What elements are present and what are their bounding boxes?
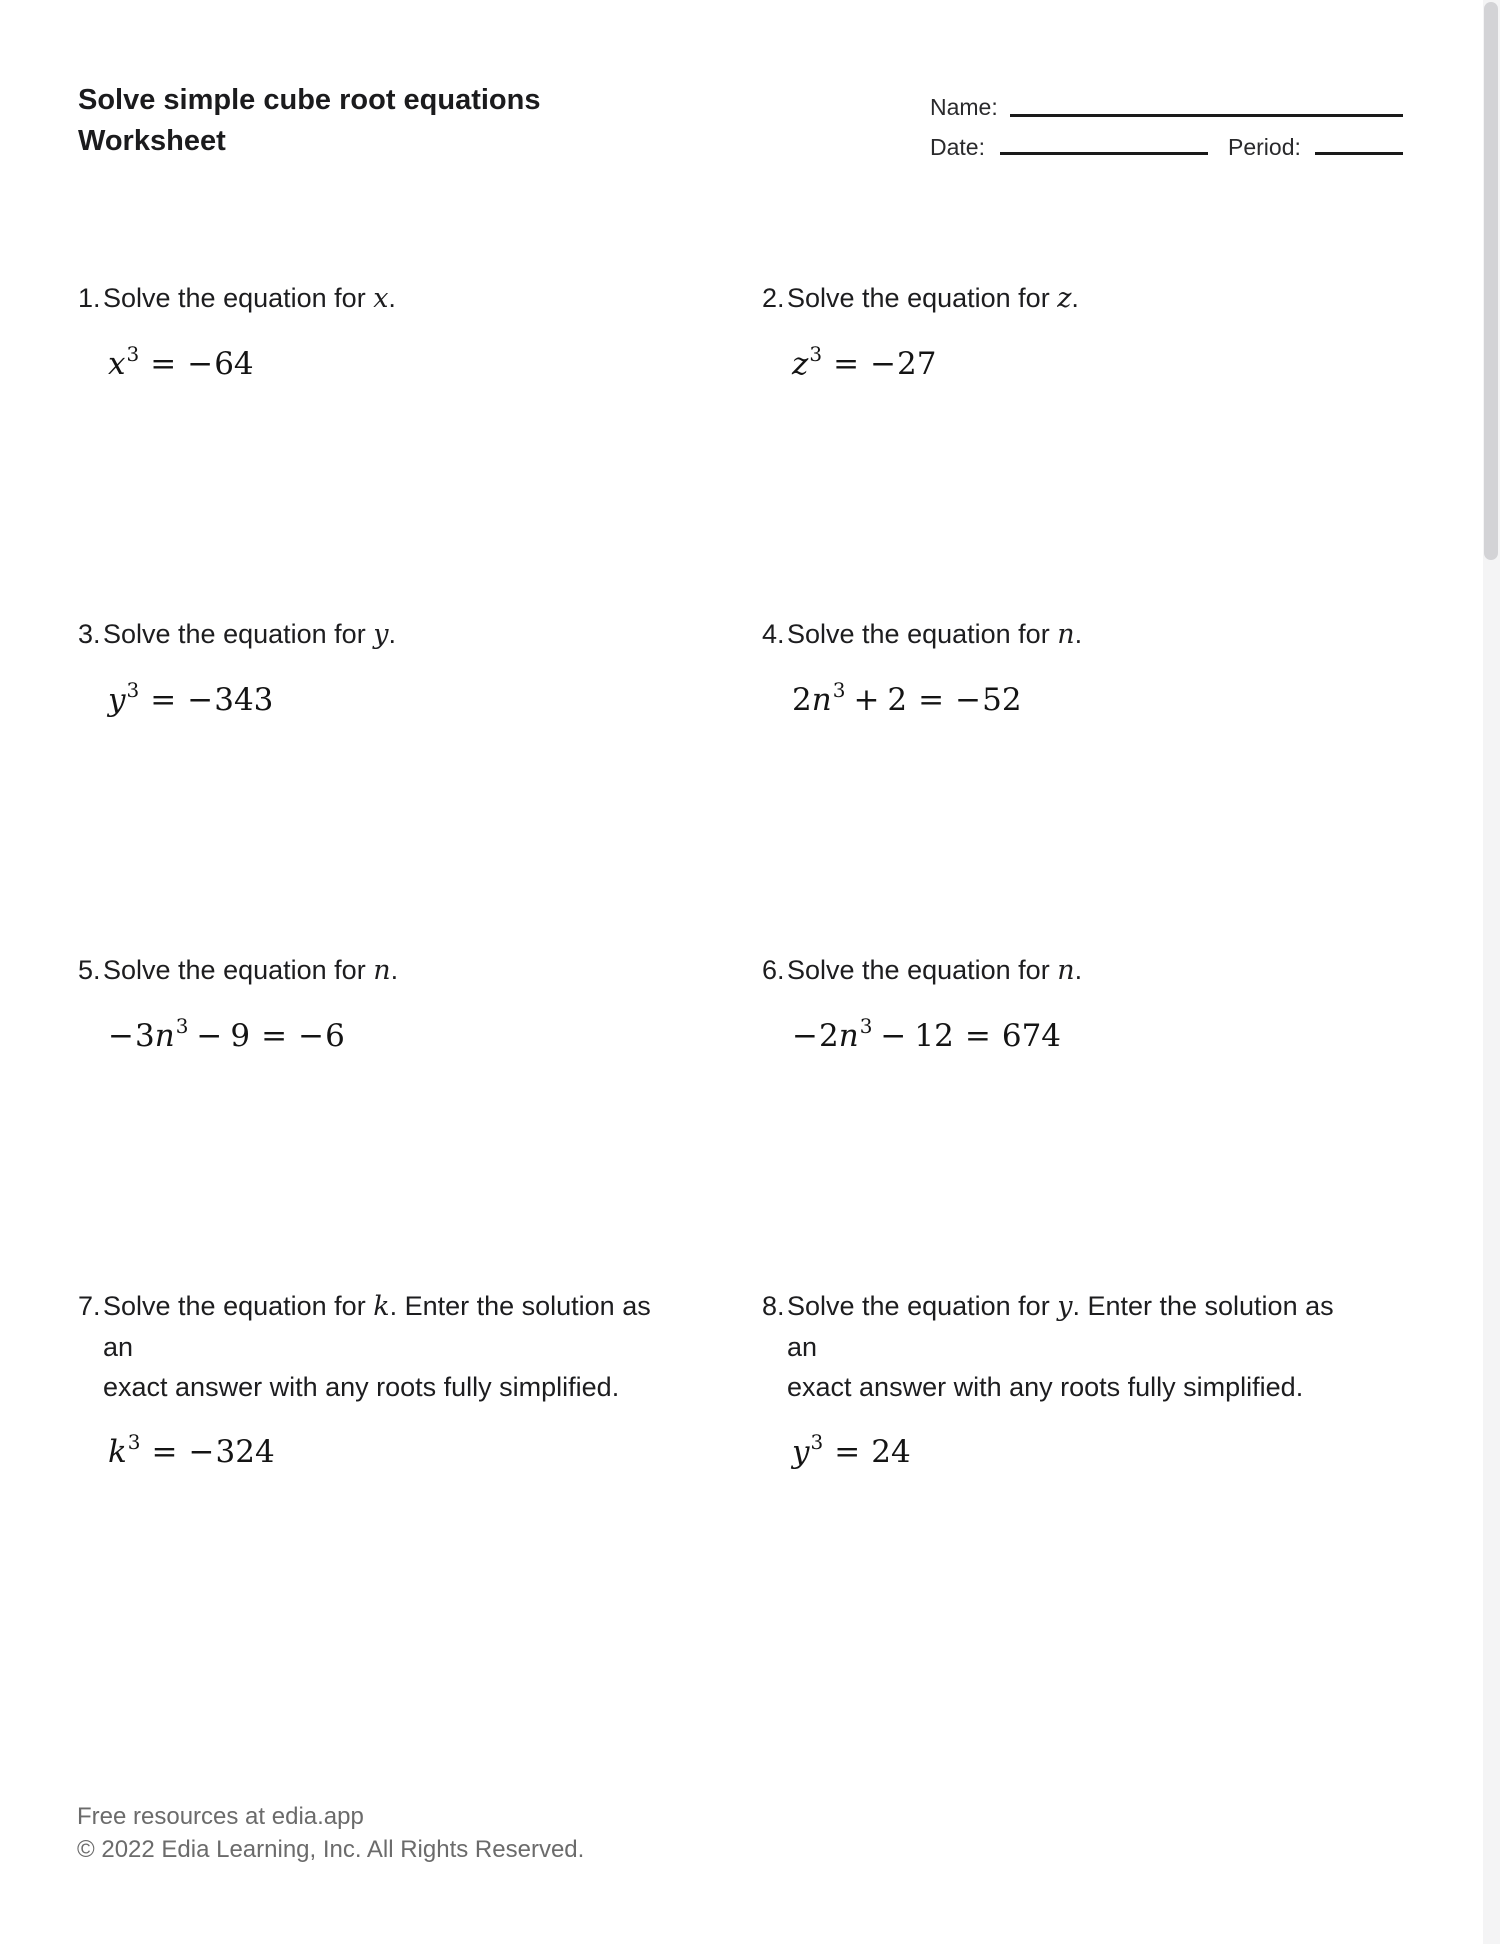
problem-number: 8. (762, 1291, 785, 1321)
equation-rel: = (261, 1018, 288, 1054)
period-label: Period: (1228, 134, 1301, 160)
scrollbar-thumb[interactable] (1484, 2, 1498, 560)
problem (78, 278, 762, 614)
problem (78, 614, 762, 950)
problem-equation (108, 331, 762, 387)
equation-num: 9 (230, 1018, 251, 1054)
prompt-variable: z (1057, 283, 1072, 314)
equation-num: 2 (887, 682, 908, 718)
problem-prompt-row (762, 950, 1446, 991)
date-blank-line (1000, 152, 1208, 155)
equation-sup: 3 (859, 1014, 873, 1038)
prompt-text: . Enter the solution as an (103, 1291, 651, 1362)
equation-sup: 3 (127, 1430, 141, 1454)
prompt-text: Solve the equation for (787, 955, 1058, 985)
equation-var: n (811, 682, 832, 718)
prompt-text: Solve the equation for (103, 283, 374, 313)
prompt-text: Solve the equation for (103, 955, 374, 985)
footer-copyright-text: © 2022 Edia Learning, Inc. All Rights Reserved. (77, 1836, 585, 1863)
problem-prompt-row (762, 278, 1446, 319)
equation-sup: 3 (126, 678, 140, 702)
problem-number: 1. (78, 283, 101, 313)
problem-number: 2. (762, 283, 785, 313)
problem-prompt-row (78, 1286, 762, 1407)
prompt-text: . (1074, 955, 1083, 985)
problem-number: 7. (78, 1291, 101, 1321)
problem-prompt (103, 1286, 663, 1407)
problem-prompt (787, 950, 1082, 991)
equation-neg: − (187, 682, 214, 718)
problem (762, 278, 1446, 614)
equation-rel: = (918, 682, 945, 718)
equation-num: 2 (792, 682, 812, 718)
problem-equation (108, 1003, 762, 1059)
worksheet-title-line-2: Worksheet (78, 125, 226, 157)
problem-number: 6. (762, 955, 785, 985)
problem-prompt (787, 614, 1082, 655)
equation-neg: − (298, 1018, 325, 1054)
equation-neg: − (792, 1018, 818, 1054)
equation-op: + (853, 682, 880, 718)
equation-sup: 3 (832, 678, 846, 702)
equation-sup: 3 (175, 1014, 189, 1038)
equation-num: 343 (214, 682, 274, 718)
prompt-text: . (1071, 283, 1079, 313)
prompt-text: . (1074, 619, 1083, 649)
problem-prompt (787, 1286, 1347, 1407)
problem-prompt-row (78, 278, 762, 319)
equation-rel: = (150, 682, 177, 718)
prompt-text: Solve the equation for (787, 283, 1058, 313)
problem-number: 3. (78, 619, 101, 649)
problem (78, 950, 762, 1286)
equation-var: k (108, 1434, 127, 1470)
problem-prompt (787, 278, 1079, 319)
equation-op: − (880, 1018, 907, 1054)
prompt-text: exact answer with any roots fully simplified. (787, 1372, 1304, 1402)
name-blank-line (1010, 114, 1403, 117)
problem-prompt-row (762, 614, 1446, 655)
problem-equation (792, 331, 1446, 387)
equation-num: 12 (914, 1018, 954, 1054)
problem-equation (108, 1419, 762, 1475)
problem-equation (108, 667, 762, 723)
problem-prompt-row (762, 1286, 1446, 1407)
equation-var: n (838, 1018, 859, 1054)
problems-grid (78, 278, 1446, 1622)
equation-sup: 3 (126, 342, 140, 366)
prompt-text: . (390, 955, 399, 985)
equation-num: 27 (897, 346, 937, 382)
equation-num: 3 (134, 1018, 155, 1054)
equation-var: x (108, 346, 126, 382)
problem-equation (792, 1003, 1446, 1059)
equation-num: 64 (214, 346, 254, 382)
prompt-variable: n (1057, 955, 1075, 986)
prompt-variable: k (373, 1291, 390, 1322)
equation-num: 2 (818, 1018, 839, 1054)
prompt-text: . (388, 619, 396, 649)
equation-num: 324 (215, 1434, 275, 1470)
equation-rel: = (150, 346, 177, 382)
problem (762, 950, 1446, 1286)
problem-number: 4. (762, 619, 785, 649)
equation-var: y (108, 682, 126, 718)
prompt-variable: y (373, 619, 389, 650)
equation-rel: = (151, 1434, 178, 1470)
prompt-text: Solve the equation for (787, 1291, 1058, 1321)
prompt-text: Solve the equation for (787, 619, 1058, 649)
equation-num: 6 (325, 1018, 345, 1054)
equation-neg: − (108, 1018, 134, 1054)
equation-var: n (154, 1018, 175, 1054)
problem (762, 614, 1446, 950)
equation-sup: 3 (810, 1430, 824, 1454)
problem-prompt (103, 614, 396, 655)
prompt-variable: y (1057, 1291, 1073, 1322)
name-label: Name: (930, 94, 998, 120)
prompt-text: exact answer with any roots fully simplified. (103, 1372, 620, 1402)
problem-prompt-row (78, 614, 762, 655)
worksheet-title (78, 80, 541, 162)
equation-rel: = (833, 346, 860, 382)
equation-var: z (792, 346, 809, 382)
prompt-variable: n (373, 955, 391, 986)
prompt-text: . (388, 283, 396, 313)
prompt-text: . Enter the solution as an (787, 1291, 1334, 1362)
scrollbar-track[interactable] (1483, 0, 1500, 1944)
equation-op: − (196, 1018, 223, 1054)
problem (762, 1286, 1446, 1622)
prompt-variable: n (1057, 619, 1075, 650)
prompt-text: Solve the equation for (103, 1291, 374, 1321)
problem-prompt (103, 278, 396, 319)
problem-number: 5. (78, 955, 101, 985)
equation-neg: − (870, 346, 897, 382)
prompt-text: Solve the equation for (103, 619, 374, 649)
footer-resources-text: Free resources at edia.app (77, 1803, 364, 1830)
equation-neg: − (955, 682, 982, 718)
period-blank-line (1315, 152, 1403, 155)
page-footer (77, 1800, 584, 1866)
problem-equation (792, 667, 1446, 723)
problem (78, 1286, 762, 1622)
prompt-variable: x (373, 283, 389, 314)
equation-neg: − (188, 1434, 215, 1470)
equation-num: 674 (1001, 1018, 1062, 1054)
equation-num: 24 (871, 1434, 911, 1470)
equation-neg: − (187, 346, 214, 382)
problem-prompt-row (78, 950, 762, 991)
worksheet-title-line-1: Solve simple cube root equations (78, 84, 541, 116)
equation-rel: = (964, 1018, 991, 1054)
equation-sup: 3 (809, 342, 823, 366)
equation-rel: = (834, 1434, 861, 1470)
date-label: Date: (930, 134, 985, 160)
equation-var: y (792, 1434, 810, 1470)
problem-equation (792, 1419, 1446, 1475)
problem-prompt (103, 950, 398, 991)
equation-num: 52 (982, 682, 1022, 718)
